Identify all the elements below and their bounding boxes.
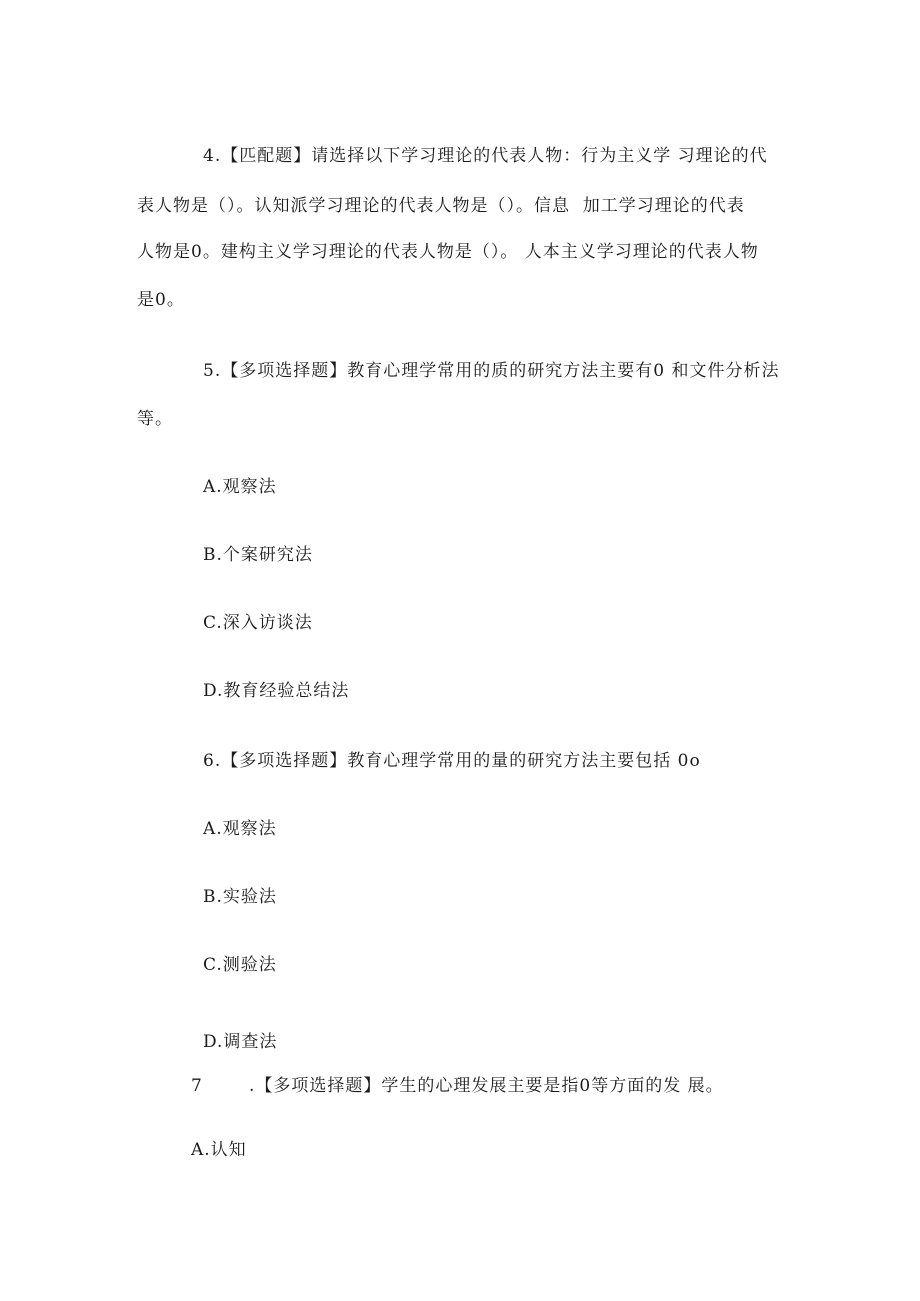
q5-option-b: B.个案研究法 [203,545,313,565]
q4-line-3: 人物是0。建构主义学习理论的代表人物是（）。 人本主义学习理论的代表人物 [137,242,759,262]
q6-option-b: B.实验法 [203,887,277,907]
q6-line-1: 6.【多项选择题】教育心理学常用的量的研究方法主要包括 0o [203,751,701,771]
q5-line-2: 等。 [137,409,173,429]
q7-line-1: .【多项选择题】学生的心理发展主要是指0等方面的发 展。 [249,1076,724,1096]
q5-option-a: A.观察法 [203,477,277,497]
q6-option-d: D.调查法 [203,1032,278,1052]
q4-line-2: 表人物是（）。认知派学习理论的代表人物是（）。信息 加工学习理论的代表 [137,196,745,216]
q5-option-d: D.教育经验总结法 [203,681,350,701]
q7-number: 7 [191,1076,203,1096]
q6-option-a: A.观察法 [203,819,277,839]
q4-line-4: 是0。 [137,290,185,310]
q4-line-1: 4.【匹配题】请选择以下学习理论的代表人物：行为主义学 习理论的代 [203,146,768,166]
q7-option-a: A.认知 [191,1140,247,1160]
q6-option-c: C.测验法 [203,955,277,975]
q5-line-1: 5.【多项选择题】教育心理学常用的质的研究方法主要有0 和文件分析法 [203,361,780,381]
q5-option-c: C.深入访谈法 [203,613,313,633]
